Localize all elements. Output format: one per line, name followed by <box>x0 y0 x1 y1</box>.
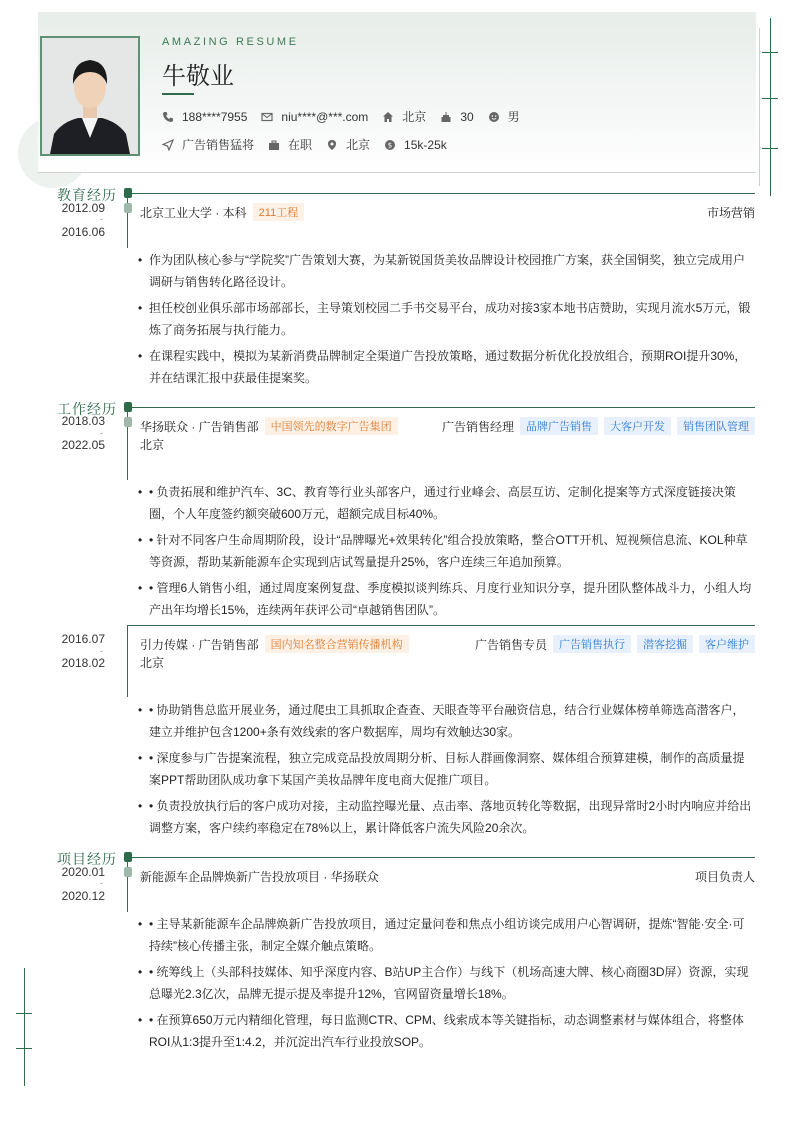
send-icon <box>162 139 174 151</box>
section-rule <box>128 407 755 408</box>
residence-city: 北京 <box>402 110 427 124</box>
project-end-date: 2020.12 <box>61 889 105 903</box>
expected-salary: 15k-25k <box>404 137 447 152</box>
section-title-projects: 项目经历 <box>57 851 117 867</box>
right-decor-tick <box>762 52 778 53</box>
section-marker <box>124 852 132 862</box>
section-marker <box>124 402 132 412</box>
edu-major: 市场营销 <box>706 206 755 220</box>
list-item: • • 管理6人销售小组，通过周度案例复盘、季度模拟谈判练兵、月度行业知识分享，提升团队整体战斗力，小组人均产出年均增长15%，连续两年获评公司“卓越销售团队”。 <box>138 577 755 621</box>
entry-marker <box>124 417 132 427</box>
school-name: 北京工业大学 · 本科 <box>140 205 247 220</box>
email-address: niu****@***.com <box>281 109 369 124</box>
email-item <box>261 110 368 124</box>
right-decor-line <box>770 18 771 196</box>
company-tag: 国内知名整合营销传播机构 <box>265 635 409 653</box>
phone-icon <box>162 111 174 123</box>
work2-city: 北京 <box>140 656 165 670</box>
work2-end-date: 2018.02 <box>61 656 105 670</box>
list-item: • • 针对不同客户生命周期阶段，设计“品牌曝光+效果转化”组合投放策略，整合OTT开机、短视频信息流、KOL种草等资源，帮助某新能源车企实现到店试驾量提升25%，客户连续三年追加预算。 <box>138 529 755 573</box>
date-separator: - <box>100 214 103 224</box>
entry-marker <box>124 203 132 213</box>
right-decor-tick <box>762 98 778 99</box>
list-item: • • 统筹线上（头部科技媒体、知乎深度内容、B站UP主合作）与线下（机场高速大牌、核心商圈3D屏）资源，实现总曝光2.3亿次，品牌无提示提及率提升12%，官网留资量增长18%。 <box>138 961 755 1005</box>
svg-text:$: $ <box>387 141 393 150</box>
job-role: 广告销售经理 <box>441 419 514 434</box>
list-item: • • 主导某新能源车企品牌焕新广告投放项目，通过定量问卷和焦点小组访谈完成用户心智调研，提炼“智能·安全·可持续”核心传播主张，制定全媒介触点策略。 <box>138 913 755 957</box>
status-item <box>268 136 312 153</box>
location-pin-icon <box>326 139 338 151</box>
work2-bullet-list <box>138 699 755 843</box>
work1-company-line <box>140 417 398 435</box>
target-city: 北京 <box>346 138 371 152</box>
gender-item <box>488 108 520 125</box>
age-item <box>440 110 473 124</box>
profile-photo <box>40 36 140 156</box>
header-divider <box>38 172 756 173</box>
list-item: • • 负责投放执行后的客户成功对接，主动监控曝光量、点击率、落地页转化等数据，出现异常时2小时内响应并给出调整方案，客户续约率稳定在78%以上，累计降低客户流失风险20余次。 <box>138 795 755 839</box>
date-separator: - <box>100 878 103 888</box>
age-value: 30 <box>460 109 474 124</box>
skill-tag: 销售团队管理 <box>677 417 755 435</box>
skill-tag: 广告销售执行 <box>553 635 631 653</box>
project-start-date: 2020.01 <box>61 865 105 879</box>
project-role: 项目负责人 <box>694 870 755 884</box>
list-item: • • 在预算650万元内精细化管理，每日监测CTR、CPM、线索成本等关键指标，动态调整素材与媒体组合，将整体ROI从1:3提升至1:4.2，并沉淀出汽车行业投放SOP。 <box>138 1009 755 1053</box>
job-role: 广告销售专员 <box>474 637 547 652</box>
name-underline <box>162 93 194 95</box>
timeline-line <box>127 625 128 697</box>
list-item: • • 深度参与广告提案流程，独立完成竞品投放周期分析、目标人群画像洞察、媒体组合预算建模，制作的高质量提案PPT帮助团队成功拿下某国产美妆品牌年度电商大促推广项目。 <box>138 747 755 791</box>
right-decor-tick <box>762 148 778 149</box>
section-rule <box>128 193 755 194</box>
company-name: 引力传媒 · 广告销售部 <box>140 637 259 652</box>
residence-item <box>382 108 426 125</box>
left-decor-line <box>24 968 25 1086</box>
home-icon <box>382 111 394 123</box>
section-rule <box>128 857 755 858</box>
school-tag: 211工程 <box>253 203 305 221</box>
section-marker <box>124 188 132 198</box>
job-intent: 广告销售猛将 <box>182 138 255 152</box>
candidate-name: 牛敬业 <box>162 63 234 90</box>
mail-icon <box>261 111 273 123</box>
skill-tag: 品牌广告销售 <box>520 417 598 435</box>
project-name: 新能源车企品牌焕新广告投放项目 · 华扬联众 <box>140 870 379 884</box>
entry-rule <box>128 625 755 626</box>
work2-start-date: 2016.07 <box>61 632 105 646</box>
work1-city: 北京 <box>140 438 165 452</box>
skill-tag: 客户维护 <box>699 635 755 653</box>
intent-item <box>162 136 254 153</box>
project-bullet-list <box>138 913 755 1057</box>
gender-icon <box>488 111 500 123</box>
left-decor-tick <box>16 1013 32 1014</box>
target-city-item <box>326 136 370 153</box>
edu-bullet-list <box>138 249 755 393</box>
gender-value: 男 <box>507 110 520 124</box>
date-separator: - <box>100 428 103 438</box>
list-item: • • 负责拓展和维护汽车、3C、教育等行业头部客户，通过行业峰会、高层互访、定制化提案等方式深度链接决策圈，个人年度签约额突破600万元，超额完成目标40%。 <box>138 481 755 525</box>
company-name: 华扬联众 · 广告销售部 <box>140 419 259 434</box>
phone-number: 188****7955 <box>182 109 248 124</box>
work1-role-line <box>442 417 755 435</box>
work1-end-date: 2022.05 <box>61 438 105 452</box>
list-item: • 作为团队核心参与“学院奖”广告策划大赛，为某新锐国货美妆品牌设计校园推广方案，获全国铜奖，独立完成用户调研与销售转化路径设计。 <box>138 249 755 293</box>
salary-icon <box>384 139 396 151</box>
left-decor-tick <box>16 1048 32 1049</box>
work2-company-line <box>140 635 409 653</box>
edu-school-line <box>140 203 304 221</box>
work1-bullet-list <box>138 481 755 625</box>
list-item: • 在课程实践中，模拟为某新消费品牌制定全渠道广告投放策略，通过数据分析优化投放组合，预期ROI提升30%，并在结课汇报中获最佳提案奖。 <box>138 345 755 389</box>
work1-start-date: 2018.03 <box>61 414 105 428</box>
list-item: • 担任校创业俱乐部市场部部长，主导策划校园二手书交易平台，成功对接3家本地书店赞助，实现月流水5万元，锻炼了商务拓展与执行能力。 <box>138 297 755 341</box>
resume-tagline: AMAZING RESUME <box>162 36 299 48</box>
briefcase-icon <box>268 139 280 151</box>
skill-tag: 潜客挖掘 <box>637 635 693 653</box>
list-item: • • 协助销售总监开展业务，通过爬虫工具抓取企查查、天眼查等平台融资信息，结合行业媒体榜单筛选高潜客户，建立并维护包含1200+条有效线索的客户数据库，周均有效触达30家。 <box>138 699 755 743</box>
entry-marker <box>124 867 132 877</box>
right-decor-line-inner <box>759 28 760 186</box>
date-separator: - <box>100 646 103 656</box>
salary-item <box>384 138 447 152</box>
job-intent-row <box>162 136 461 153</box>
cake-icon <box>440 111 452 123</box>
company-tag: 中国领先的数字广告集团 <box>265 417 398 435</box>
phone-item <box>162 110 247 124</box>
job-status: 在职 <box>288 138 313 152</box>
section-title-work: 工作经历 <box>57 401 117 417</box>
edu-end-date: 2016.06 <box>61 225 105 239</box>
section-title-education: 教育经历 <box>57 187 117 203</box>
contact-row <box>162 108 534 125</box>
work2-role-line <box>475 635 755 653</box>
edu-start-date: 2012.09 <box>61 201 105 215</box>
skill-tag: 大客户开发 <box>604 417 671 435</box>
